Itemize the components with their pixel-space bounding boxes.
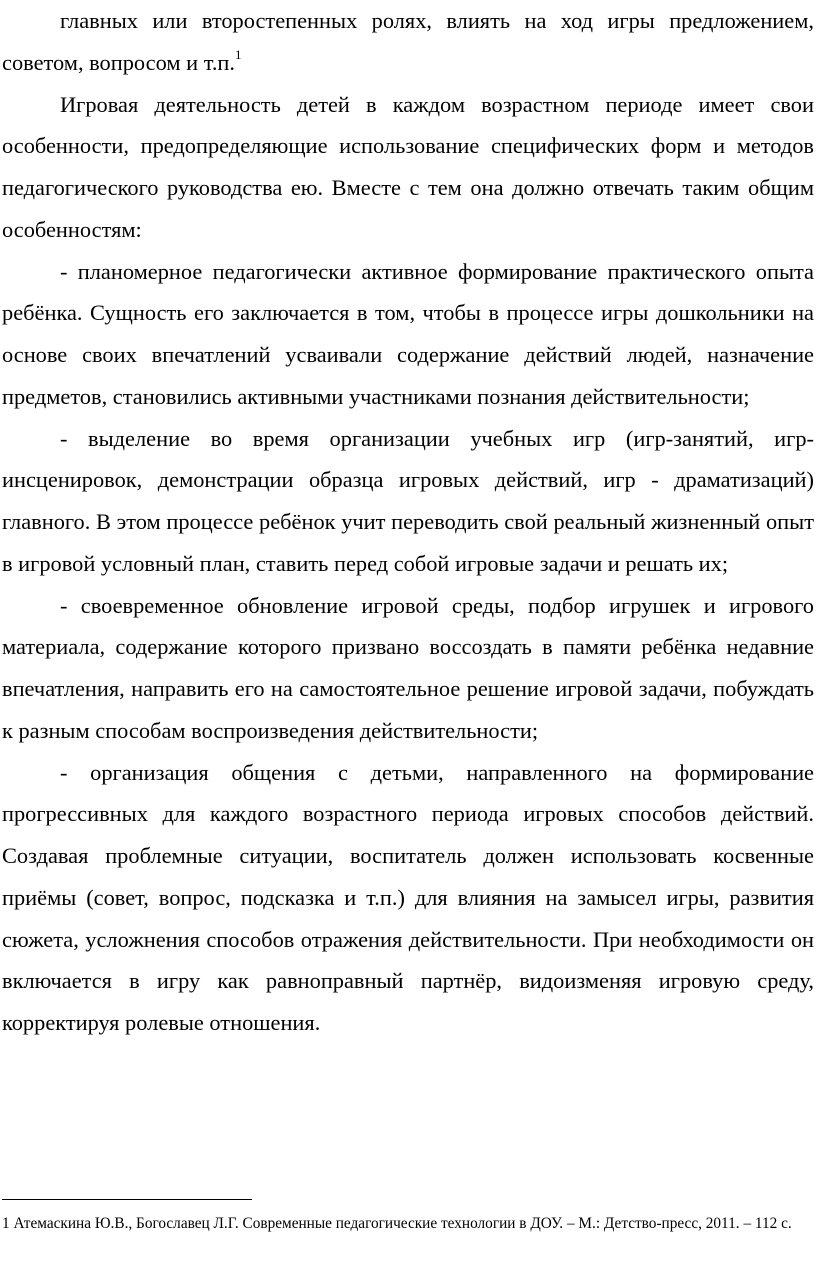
list-item-paragraph: - выделение во время организации учебных игр (игр-занятий, игр-инсценировок, демонстрации образца игровых действий, игр - драматизаций) главного. В этом процессе ребёнок учит переводить свой реальный жизненный опыт в игровой условный план, ставить перед собой игровые задачи и решать их; (2, 425, 814, 576)
footnote (2, 1209, 814, 1239)
paragraph-text: главных или второстепенных ролях, влиять на ход игры предложением, советом, вопросом и т.п. (2, 8, 814, 75)
body-text (2, 0, 814, 1044)
footnote-separator (2, 1199, 252, 1200)
footnote-reference[interactable]: 1 (235, 46, 242, 62)
paragraph-continuation (2, 0, 814, 84)
list-item-paragraph: - организация общения с детьми, направленного на формирование прогрессивных для каждого возрастного периода игровых способов действий. Создавая проблемные ситуации, воспитатель должен использовать косвенные приёмы (совет, вопрос, подсказка и т.п.) для влияния на замысел игры, развития сюжета, усложнения способов отражения действительности. При необходимости он включается в игру как равноправный партнёр, видоизменяя игровую среду, корректируя ролевые отношения. (2, 759, 814, 1035)
paragraph: Игровая деятельность детей в каждом возрастном периоде имеет свои особенности, предопределяющие использование специфических форм и методов педагогического руководства ею. Вместе с тем она должно отвечать таким общим особенностям: (2, 91, 814, 242)
footnote-text: Атемаскина Ю.В., Богославец Л.Г. Современные педагогические технологии в ДОУ. – М.: Детство-пресс, 2011. – 112 с. (13, 1215, 792, 1232)
footnote-number: 1 (2, 1215, 10, 1232)
list-item-paragraph: - своевременное обновление игровой среды, подбор игрушек и игрового материала, содержание которого призвано воссоздать в памяти ребёнка недавние впечатления, направить его на самостоятельное решение игровой задачи, побуждать к разным способам воспроизведения действительности; (2, 592, 814, 743)
list-item-paragraph: - планомерное педагогически активное формирование практического опыта ребёнка. Сущность его заключается в том, чтобы в процессе игры дошкольники на основе своих впечатлений усваивали содержание действий людей, назначение предметов, становились активными участниками познания действительности; (2, 258, 814, 409)
